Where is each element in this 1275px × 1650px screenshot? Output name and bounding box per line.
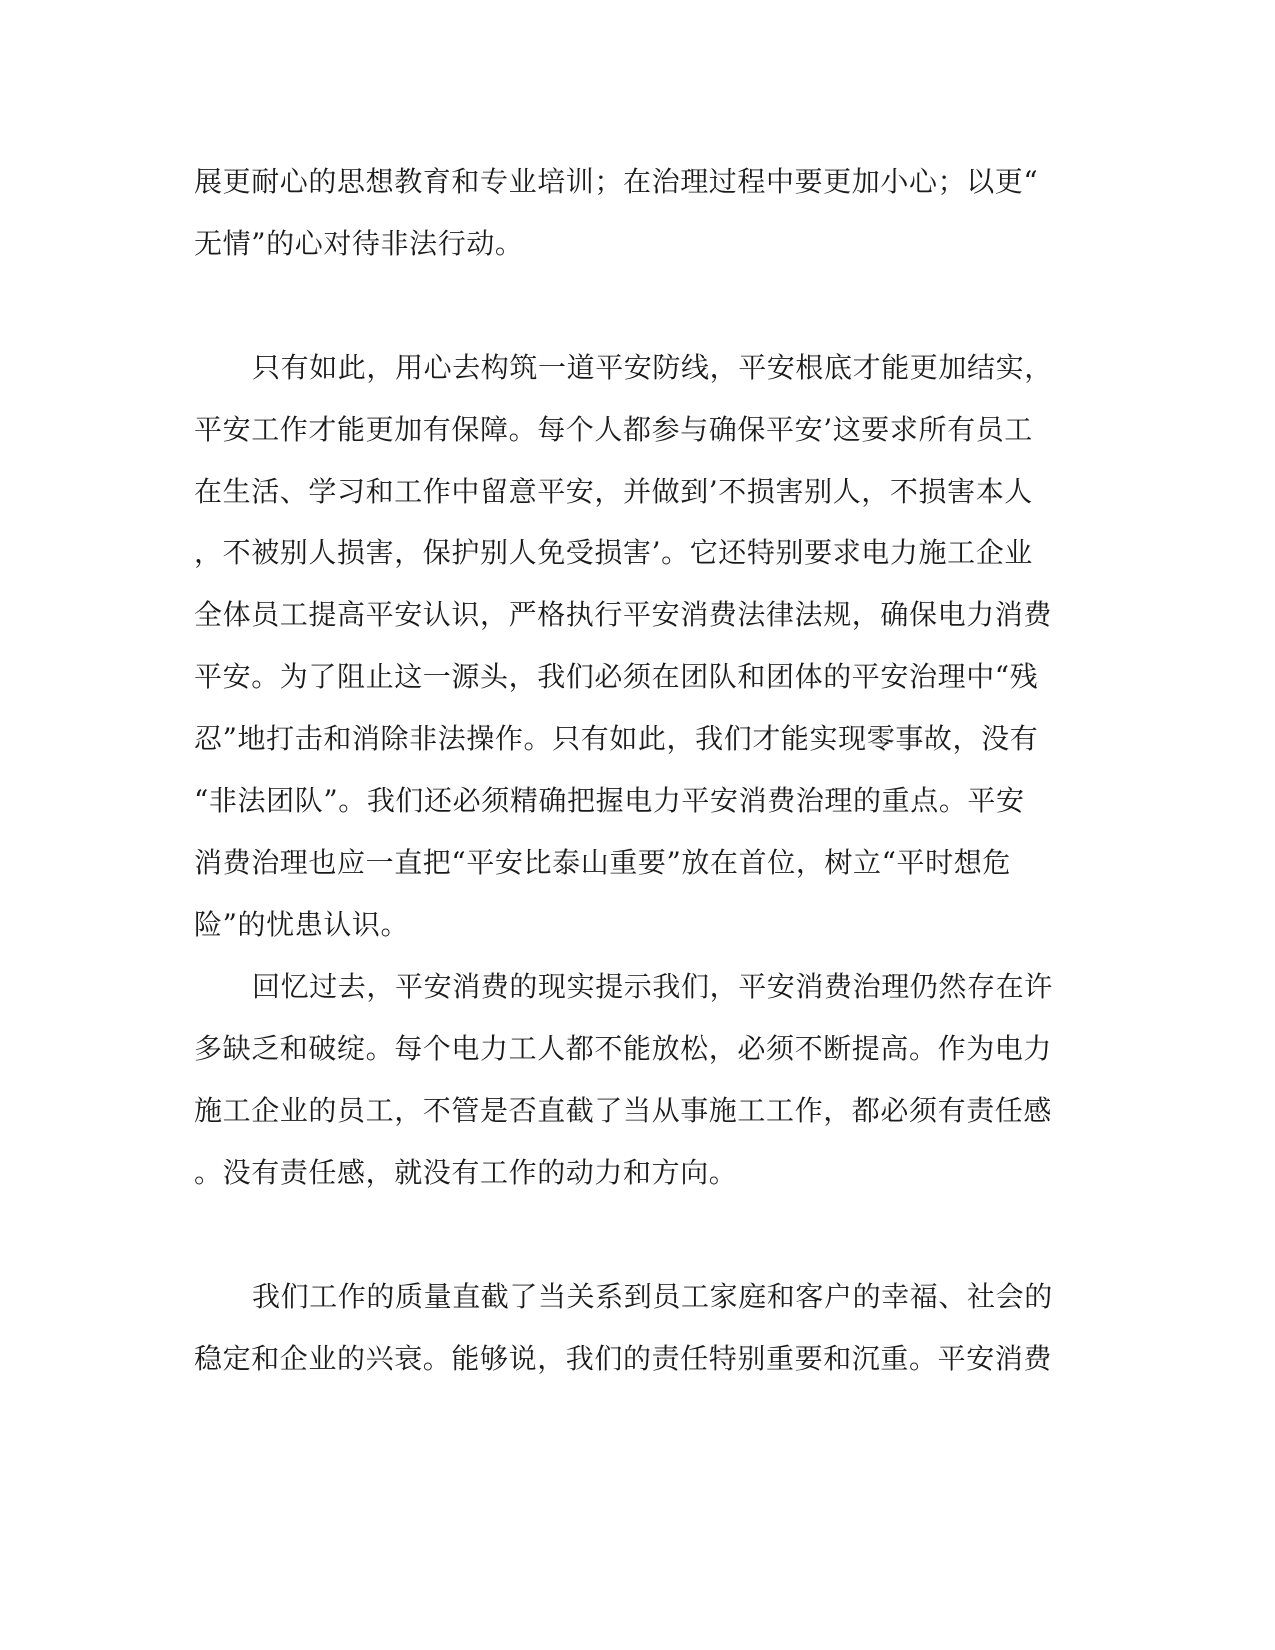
text-line: 稳定和企业的兴衰。能够说，我们的责任特别重要和沉重。平安消费 xyxy=(194,1342,1053,1375)
text-line: 展更耐心的思想教育和专业培训；在治理过程中要更加小心；以更“ xyxy=(194,165,1039,198)
text-line: 施工企业的员工，不管是否直截了当从事施工工作，都必须有责任感 xyxy=(194,1094,1053,1127)
text-line: 多缺乏和破绽。每个电力工人都不能放松，必须不断提高。作为电力 xyxy=(194,1032,1053,1065)
text-line: “非法团队”。我们还必须精确把握电力平安消费治理的重点。平安 xyxy=(194,784,1025,817)
text-line: 险”的忧患认识。 xyxy=(194,908,410,941)
text-line: 我们工作的质量直截了当关系到员工家庭和客户的幸福、社会的 xyxy=(252,1280,1053,1313)
text-line: 忍”地打击和消除非法操作。只有如此，我们才能实现零事故，没有 xyxy=(194,722,1039,755)
text-line: 平安。为了阻止这一源头，我们必须在团队和团体的平安治理中“残 xyxy=(194,660,1039,693)
text-line: 无情”的心对待非法行动。 xyxy=(194,227,524,260)
text-line: 在生活、学习和工作中留意平安，并做到’不损害别人，不损害本人 xyxy=(194,475,1033,508)
text-line: ，不被别人损害，保护别人免受损害’。它还特别要求电力施工企业 xyxy=(194,536,1033,569)
text-line: 消费治理也应一直把“平安比泰山重要”放在首位，树立“平时想危 xyxy=(194,846,1011,879)
text-line: 回忆过去，平安消费的现实提示我们，平安消费治理仍然存在许 xyxy=(252,970,1053,1003)
text-line: 。没有责任感，就没有工作的动力和方向。 xyxy=(194,1156,738,1189)
text-line: 只有如此，用心去构筑一道平安防线，平安根底才能更加结实， xyxy=(252,351,1053,384)
text-line: 全体员工提高平安认识，严格执行平安消费法律法规，确保电力消费 xyxy=(194,598,1053,631)
text-line: 平安工作才能更加有保障。每个人都参与确保平安’这要求所有员工 xyxy=(194,413,1033,446)
